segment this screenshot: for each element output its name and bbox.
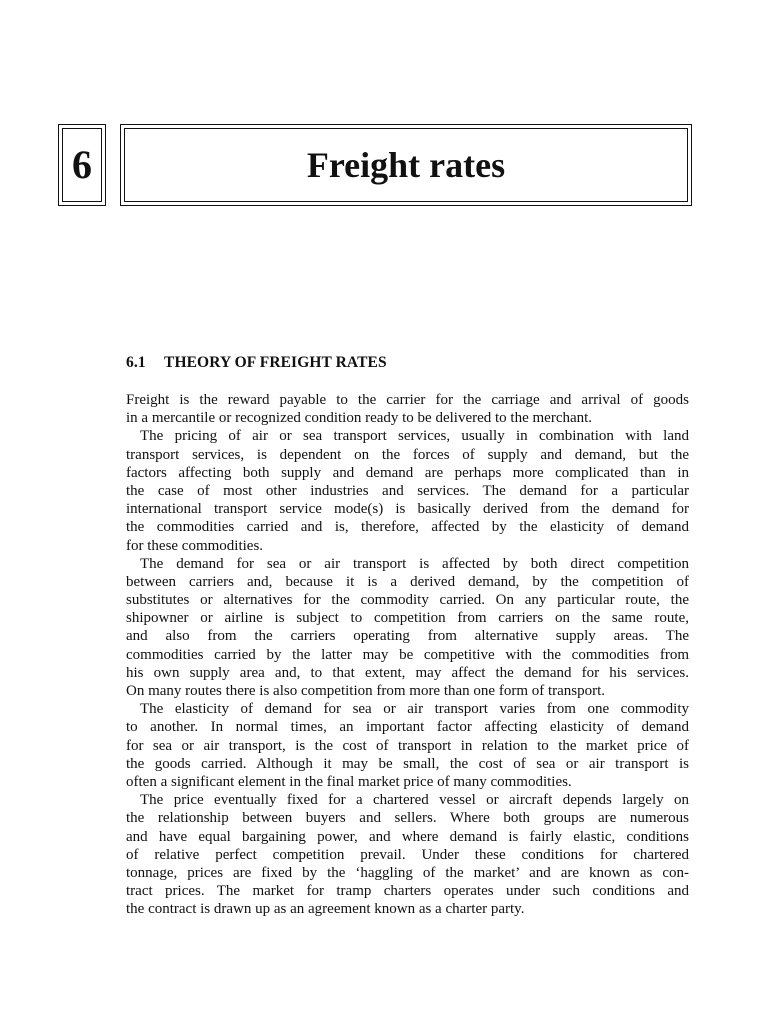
section-heading: [126, 354, 387, 372]
text-line: and also from the carriers operating from alternative supply areas. The: [126, 628, 689, 645]
text-line: The elasticity of demand for sea or air transport varies from one commodity: [140, 701, 689, 718]
chapter-number: 6: [72, 142, 92, 187]
text-line: transport services, is dependent on the forces of supply and demand, but the: [126, 446, 689, 463]
text-line: often a significant element in the final market price of many commodities.: [126, 773, 572, 790]
text-line: of relative perfect competition prevail. Under these conditions for chartered: [126, 846, 689, 863]
text-line: The price eventually fixed for a chartered vessel or aircraft depends largely on: [140, 792, 689, 809]
text-line: for sea or air transport, is the cost of transport in relation to the market price of: [126, 737, 689, 754]
text-line: the contract is drawn up as an agreement known as a charter party.: [126, 901, 525, 918]
text-line: the case of most other industries and services. The demand for a particular: [126, 482, 689, 499]
text-line: factors affecting both supply and demand are perhaps more complicated than in: [126, 464, 689, 481]
text-line: the relationship between buyers and sellers. Where both groups are numerous: [126, 810, 689, 827]
chapter-title: Freight rates: [306, 145, 506, 185]
text-line: in a mercantile or recognized condition ready to be delivered to the merchant.: [126, 410, 593, 427]
text-line: shipowner or airline is subject to competition from carriers on the same route,: [126, 610, 689, 627]
section-title: THEORY OF FREIGHT RATES: [164, 354, 387, 371]
chapter-number-box: [58, 124, 106, 206]
text-line: and have equal bargaining power, and where demand is fairly elastic, conditions: [126, 828, 689, 845]
text-line: tonnage, prices are fixed by the ‘haggling of the market’ and are known as con-: [126, 864, 689, 881]
text-line: The pricing of air or sea transport services, usually in combination with land: [140, 428, 689, 445]
text-line: On many routes there is also competition from more than one form of transport.: [126, 683, 606, 699]
text-line: the commodities carried and is, therefore, affected by the elasticity of demand: [126, 519, 689, 536]
text-line: commodities carried by the latter may be competitive with the commodities from: [126, 646, 689, 663]
section-number: 6.1: [126, 354, 146, 371]
text-line: his own supply area and, to that extent, may affect the demand for his services.: [126, 664, 689, 681]
body-text: [126, 391, 689, 918]
text-line: tract prices. The market for tramp charters operates under such conditions and: [126, 883, 689, 900]
text-line: the goods carried. Although it may be small, the cost of sea or air transport is: [126, 755, 689, 772]
text-line: international transport service mode(s) is basically derived from the demand for: [126, 501, 689, 518]
text-line: The demand for sea or air transport is affected by both direct competition: [140, 555, 689, 572]
text-line: between carriers and, because it is a derived demand, by the competition of: [126, 573, 689, 590]
text-line: Freight is the reward payable to the carrier for the carriage and arrival of goods: [126, 392, 689, 408]
text-line: substitutes or alternatives for the commodity carried. On any particular route, the: [126, 592, 689, 609]
chapter-title-box: [120, 124, 692, 206]
text-line: for these commodities.: [126, 537, 264, 554]
chapter-title-inner-frame: [124, 128, 688, 202]
text-line: to another. In normal times, an important factor affecting elasticity of demand: [126, 719, 689, 736]
chapter-number-inner-frame: [62, 128, 102, 202]
